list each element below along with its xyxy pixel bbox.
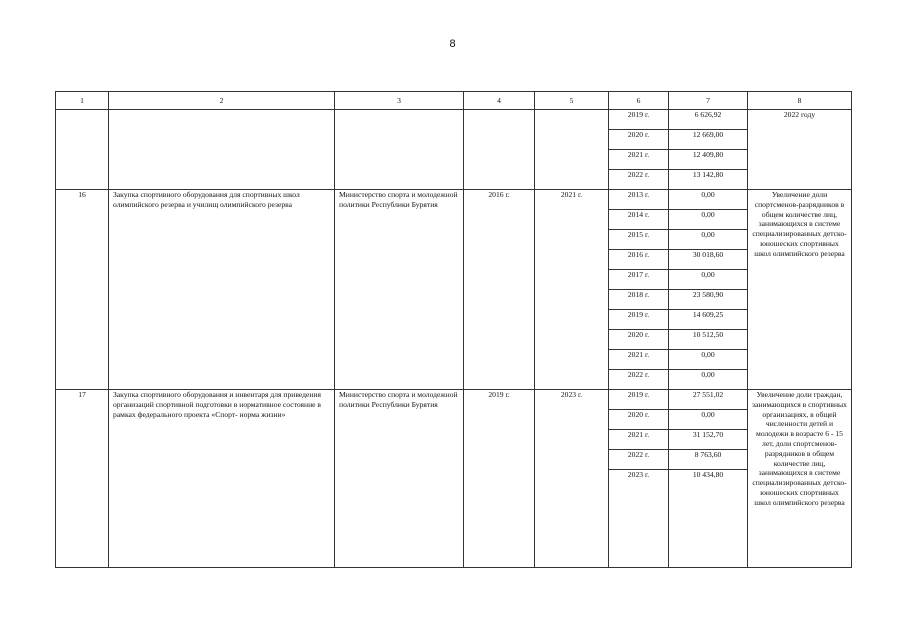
item-end: 2023 г. bbox=[535, 390, 609, 568]
year-cell: 2022 г. bbox=[609, 450, 669, 470]
item-executor: Министерство спорта и молодежной политики Республики Бурятия bbox=[335, 390, 464, 568]
year-cell: 2019 г. bbox=[609, 390, 669, 410]
amount-cell: 10 434,80 bbox=[669, 470, 748, 568]
item-name bbox=[109, 110, 335, 190]
item-start: 2016 г. bbox=[464, 190, 535, 390]
item-name: Закупка спортивного оборудования для спортивных школ олимпийского резерва и училищ олимпийского резерва bbox=[109, 190, 335, 390]
year-cell: 2013 г. bbox=[609, 190, 669, 210]
item-name: Закупка спортивного оборудования и инвентаря для приведения организаций спортивной подготовки в нормативное состояние в рамках федерального проекта «Спорт- норма жизни» bbox=[109, 390, 335, 568]
amount-cell: 0,00 bbox=[669, 410, 748, 430]
item-executor bbox=[335, 110, 464, 190]
amount-cell: 0,00 bbox=[669, 350, 748, 370]
amount-cell: 12 409,80 bbox=[669, 150, 748, 170]
column-number: 2 bbox=[109, 92, 335, 110]
year-cell: 2018 г. bbox=[609, 290, 669, 310]
expected-result: 2022 году bbox=[748, 110, 852, 190]
expected-result: Увеличение доли граждан, занимающихся в спортивных организациях, в общей численности детей и молодежи в возрасте 6 - 15 лет, доли спортсменов-разрядников в общем количестве лиц, занимающихся в системе специализированных детско-юношеских спортивных школ олимпийского резерва bbox=[748, 390, 852, 568]
year-cell: 2020 г. bbox=[609, 330, 669, 350]
amount-cell: 27 551,02 bbox=[669, 390, 748, 410]
year-cell: 2021 г. bbox=[609, 350, 669, 370]
amount-cell: 10 512,50 bbox=[669, 330, 748, 350]
amount-cell: 0,00 bbox=[669, 210, 748, 230]
table-row bbox=[56, 190, 852, 210]
amount-cell: 6 626,92 bbox=[669, 110, 748, 130]
item-start bbox=[464, 110, 535, 190]
year-cell: 2019 г. bbox=[609, 310, 669, 330]
year-cell: 2015 г. bbox=[609, 230, 669, 250]
item-number: 16 bbox=[56, 190, 109, 390]
amount-cell: 0,00 bbox=[669, 370, 748, 390]
amount-cell: 0,00 bbox=[669, 270, 748, 290]
year-cell: 2020 г. bbox=[609, 410, 669, 430]
item-executor: Министерство спорта и молодежной политики Республики Бурятия bbox=[335, 190, 464, 390]
year-cell: 2021 г. bbox=[609, 150, 669, 170]
amount-cell: 12 669,00 bbox=[669, 130, 748, 150]
page-number: 8 bbox=[449, 38, 456, 50]
year-cell: 2019 г. bbox=[609, 110, 669, 130]
item-start: 2019 г. bbox=[464, 390, 535, 568]
amount-cell: 8 763,60 bbox=[669, 450, 748, 470]
table-row bbox=[56, 110, 852, 130]
column-number-row bbox=[56, 92, 852, 110]
item-number: 17 bbox=[56, 390, 109, 568]
amount-cell: 0,00 bbox=[669, 190, 748, 210]
expected-result: Увеличение доли спортсменов-разрядников в общем количестве лиц, занимающихся в системе специализированных детско-юношеских спортивных школ олимпийского резерва bbox=[748, 190, 852, 390]
amount-cell: 14 609,25 bbox=[669, 310, 748, 330]
column-number: 4 bbox=[464, 92, 535, 110]
item-end bbox=[535, 110, 609, 190]
year-cell: 2014 г. bbox=[609, 210, 669, 230]
column-number: 3 bbox=[335, 92, 464, 110]
amount-cell: 30 018,60 bbox=[669, 250, 748, 270]
year-cell: 2021 г. bbox=[609, 430, 669, 450]
item-end: 2021 г. bbox=[535, 190, 609, 390]
item-number bbox=[56, 110, 109, 190]
amount-cell: 23 580,90 bbox=[669, 290, 748, 310]
column-number: 1 bbox=[56, 92, 109, 110]
column-number: 7 bbox=[669, 92, 748, 110]
program-activities-table bbox=[55, 91, 852, 568]
amount-cell: 13 142,80 bbox=[669, 170, 748, 190]
year-cell: 2017 г. bbox=[609, 270, 669, 290]
table-row bbox=[56, 390, 852, 410]
year-cell: 2022 г. bbox=[609, 370, 669, 390]
amount-cell: 31 152,70 bbox=[669, 430, 748, 450]
column-number: 6 bbox=[609, 92, 669, 110]
amount-cell: 0,00 bbox=[669, 230, 748, 250]
year-cell: 2016 г. bbox=[609, 250, 669, 270]
column-number: 5 bbox=[535, 92, 609, 110]
year-cell: 2020 г. bbox=[609, 130, 669, 150]
column-number: 8 bbox=[748, 92, 852, 110]
year-cell: 2022 г. bbox=[609, 170, 669, 190]
year-cell: 2023 г. bbox=[609, 470, 669, 568]
